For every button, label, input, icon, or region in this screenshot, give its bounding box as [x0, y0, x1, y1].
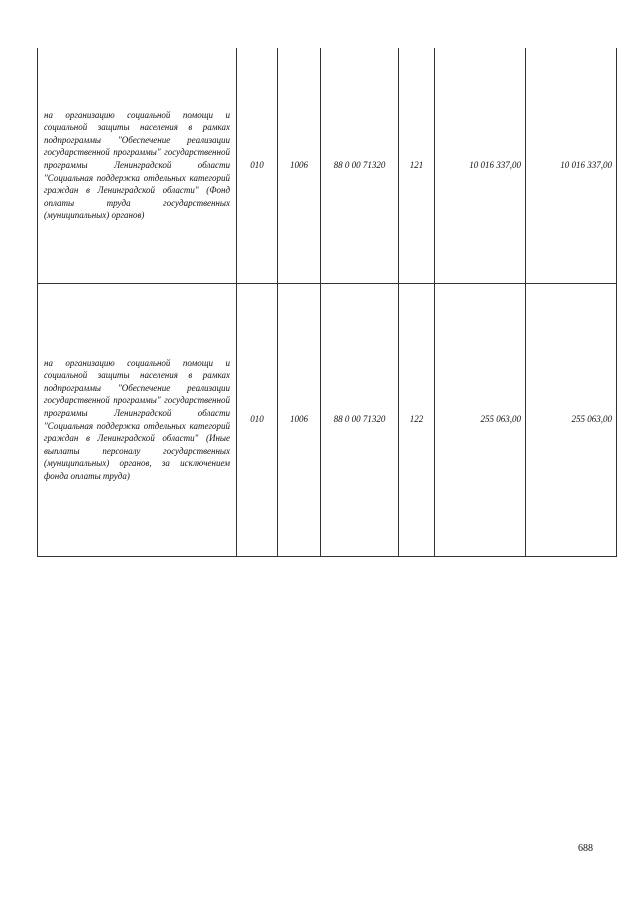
amount-cell: 10 016 337,00	[435, 48, 526, 283]
row-description: на организацию социальной помощи и социальной защиты населения в рамках подпрограммы "Обеспечение реализации государственной программы" государственной программы Ленинградской области "Социальная поддержка отдельных категорий граждан в Ленинградской области" (Фонд оплаты труда государственных (муниципальных) органов)	[38, 48, 237, 283]
page-number: 688	[578, 843, 593, 854]
amount-cell: 10 016 337,00	[526, 48, 617, 283]
ministry-code: 010	[237, 48, 278, 283]
amount-cell: 255 063,00	[435, 283, 526, 556]
expense-type-code: 121	[399, 48, 435, 283]
expense-type-code: 122	[399, 283, 435, 556]
table-row	[38, 48, 617, 283]
table-row	[38, 283, 617, 556]
target-article-code: 88 0 00 71320	[321, 283, 399, 556]
ministry-code: 010	[237, 283, 278, 556]
target-article-code: 88 0 00 71320	[321, 48, 399, 283]
amount-cell: 255 063,00	[526, 283, 617, 556]
row-description: на организацию социальной помощи и социальной защиты населения в рамках подпрограммы "Обеспечение реализации государственной программы" государственной программы Ленинградской области "Социальная поддержка отдельных категорий граждан в Ленинградской области" (Иные выплаты персоналу государственных (муниципальных) органов, за исключением фонда оплаты труда)	[38, 283, 237, 556]
section-code: 1006	[278, 283, 321, 556]
budget-table	[37, 48, 617, 557]
section-code: 1006	[278, 48, 321, 283]
